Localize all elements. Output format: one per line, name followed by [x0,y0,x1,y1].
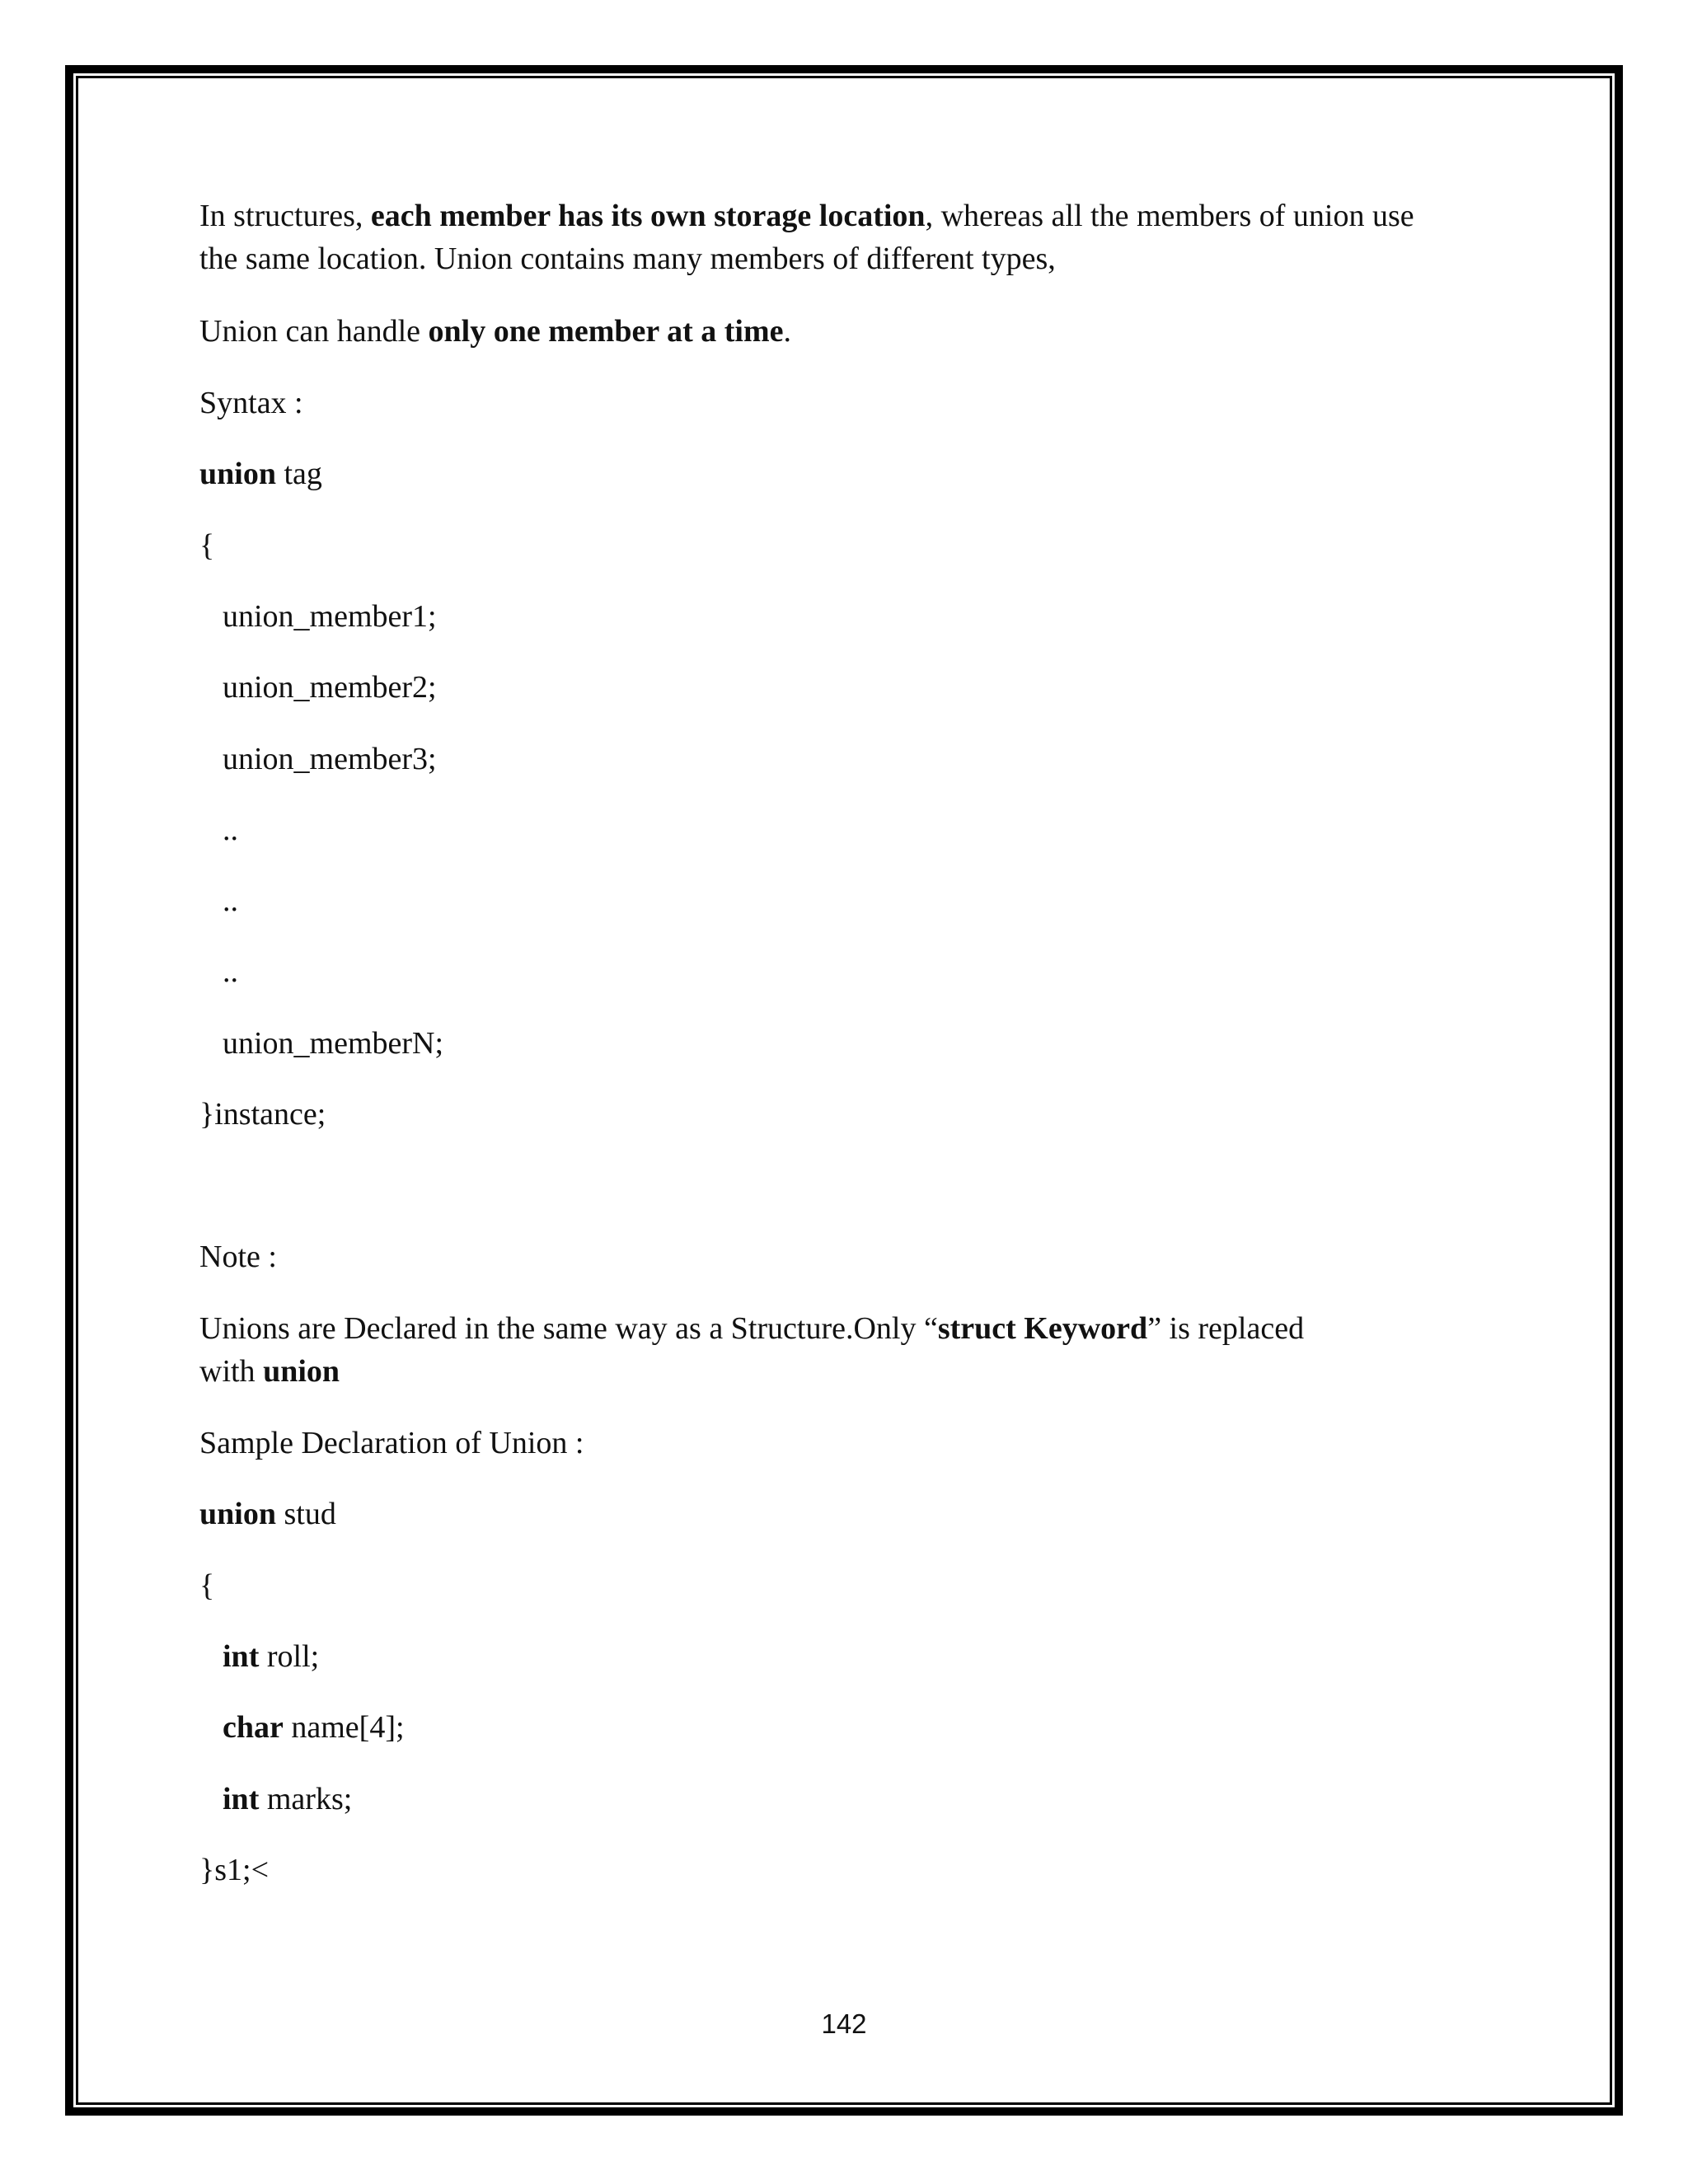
sample-open-brace: { [199,1568,215,1603]
syntax-ellipsis-2: .. [223,883,238,918]
syntax-member-n: union_memberN; [223,1026,444,1061]
keyword: int [223,1782,260,1816]
keyword: int [223,1639,260,1674]
keyword: union [199,457,276,491]
note-label: Note : [199,1240,277,1274]
bold-text: struct Keyword [937,1311,1148,1346]
text: tag [275,457,322,491]
paragraph-structures-line2 [199,237,1056,280]
text: , whereas all the members of union use [925,199,1414,233]
syntax-member-3: union_member3; [223,742,437,776]
syntax-member-1: union_member1; [223,599,437,634]
syntax-label: Syntax : [199,386,303,420]
sample-label: Sample Declaration of Union : [199,1426,584,1460]
sample-field-marks [223,1778,352,1821]
syntax-close-instance: }instance; [199,1097,326,1132]
text: ” is replaced [1147,1311,1305,1346]
syntax-member-2: union_member2; [223,670,437,705]
bold-text: each member has its own storage location [370,199,926,233]
text: Union can handle [199,314,429,349]
text: with [199,1354,264,1389]
syntax-ellipsis-1: .. [223,813,238,847]
sample-field-name [223,1706,405,1749]
text: marks; [259,1782,353,1816]
sample-close-s1: }s1;< [199,1853,270,1887]
syntax-union-tag [199,452,322,495]
syntax-ellipsis-3: .. [223,954,238,989]
bold-text: union [263,1354,340,1389]
paragraph-union-handle [199,310,791,353]
text: name[4]; [283,1710,405,1745]
text: In structures, [199,199,371,233]
text: roll; [259,1639,320,1674]
text: Unions are Declared in the same way as a Structure.Only “ [199,1311,938,1346]
keyword: union [199,1497,276,1531]
bold-text: only one member at a time [428,314,784,349]
page-number: 142 [821,2008,867,2039]
text: the same location. Union contains many members of different types, [199,241,1056,276]
sample-field-roll [223,1635,319,1678]
paragraph-structures-line1 [199,194,1414,237]
text: stud [275,1497,336,1531]
note-line2 [199,1350,340,1393]
note-line1 [199,1307,1304,1350]
text: . [783,314,791,349]
syntax-open-brace: { [199,528,215,563]
keyword: char [223,1710,284,1745]
sample-union-stud [199,1493,336,1535]
